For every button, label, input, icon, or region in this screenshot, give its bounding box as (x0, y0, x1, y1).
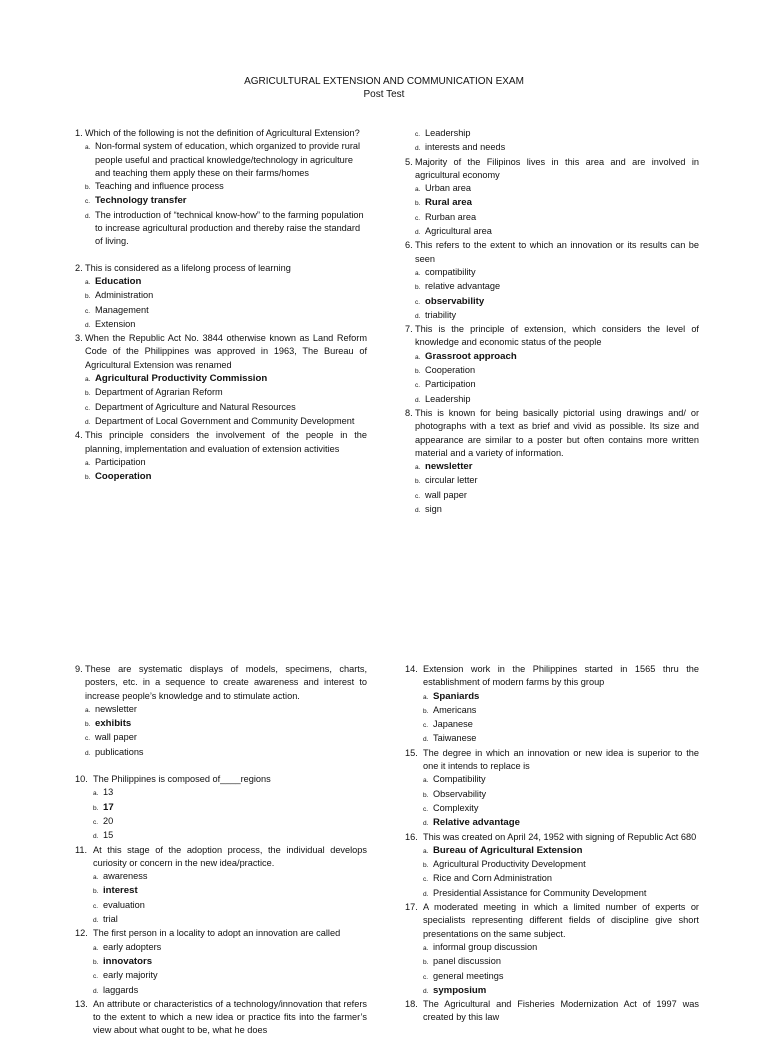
option-letter: c. (423, 722, 429, 730)
option-text: circular letter (425, 475, 478, 486)
answer-option-correct (423, 844, 699, 858)
option-letter: c. (423, 973, 429, 981)
right-column (405, 127, 699, 517)
option-text: Compatibility (433, 774, 486, 785)
option-letter: d. (415, 312, 421, 320)
question-item (75, 429, 367, 484)
answer-option (93, 815, 367, 829)
option-letter: d. (85, 418, 91, 426)
answer-option-correct (415, 295, 699, 309)
answer-option (85, 415, 367, 429)
answer-options (405, 941, 699, 998)
option-text: Rural area (425, 197, 472, 209)
option-text: 15 (103, 830, 114, 841)
answer-option (423, 802, 699, 816)
question-number: 4. (75, 430, 83, 441)
option-letter: d. (85, 321, 91, 329)
answer-option (423, 858, 699, 872)
option-letter: c. (415, 298, 421, 306)
answer-options (405, 350, 699, 407)
answer-option (415, 378, 699, 392)
option-text: compatibility (425, 266, 476, 277)
answer-option (423, 941, 699, 955)
option-letter: b. (415, 200, 421, 208)
option-text: Administration (95, 290, 154, 301)
answer-option (415, 225, 699, 239)
question-text: This was created on April 24, 1952 with signing of Republic Act 680 (423, 831, 697, 842)
answer-option-correct (423, 984, 699, 998)
option-letter: c. (85, 404, 91, 412)
answer-option (85, 386, 367, 400)
option-text: Technology transfer (95, 195, 187, 207)
option-letter: b. (85, 721, 91, 729)
question-item (405, 156, 699, 240)
option-text: early adopters (103, 941, 162, 952)
option-letter: d. (85, 212, 91, 220)
answer-options (405, 844, 699, 901)
answer-options (405, 773, 699, 830)
question-text: The degree in which an innovation or new idea is superior to the one it intends to replace is (423, 747, 699, 772)
option-text: trial (103, 914, 118, 925)
answer-option (85, 746, 367, 760)
option-text: sign (425, 504, 442, 515)
option-letter: d. (93, 833, 99, 841)
option-text: 17 (103, 801, 114, 813)
option-letter: a. (423, 693, 429, 701)
answer-options (405, 266, 699, 323)
question-item (75, 773, 367, 843)
option-text: early majority (103, 970, 158, 981)
answer-option (85, 703, 367, 717)
option-text: evaluation (103, 899, 145, 910)
answer-options (405, 460, 699, 517)
option-letter: d. (423, 820, 429, 828)
answer-option-correct (93, 884, 367, 898)
option-text: awareness (103, 871, 148, 882)
option-text: Department of Agrarian Reform (95, 387, 223, 398)
answer-options (405, 690, 699, 747)
option-letter: a. (93, 790, 99, 798)
option-text: Education (95, 275, 142, 287)
answer-option-correct (415, 196, 699, 210)
question-text: This is considered as a lifelong process of learning (85, 262, 291, 273)
option-text: wall paper (95, 732, 137, 743)
answer-option (415, 266, 699, 280)
question-text: This refers to the extent to which an innovation or its results can be seen (415, 240, 699, 264)
option-letter: d. (93, 987, 99, 995)
answer-option-correct (93, 955, 367, 969)
answer-option-correct (415, 350, 699, 364)
question-number: 8. (405, 407, 413, 418)
option-text: Rurban area (425, 211, 477, 222)
answer-option (85, 456, 367, 470)
option-letter: a. (93, 944, 99, 952)
answer-option (415, 489, 699, 503)
answer-option (423, 955, 699, 969)
question-number: 17. (405, 902, 418, 913)
option-letter: c. (93, 818, 99, 826)
question-text: An attribute or characteristics of a technology/innovation that refers to the extent to which a new idea or practice fits into the farmer’s view about what ought to be, what he does (93, 998, 367, 1036)
answer-option (415, 182, 699, 196)
option-letter: b. (93, 804, 99, 812)
answer-option (415, 393, 699, 407)
option-letter: a. (415, 186, 421, 194)
exam-title: AGRICULTURAL EXTENSION AND COMMUNICATION EXAM (244, 76, 524, 87)
option-letter: c. (415, 214, 421, 222)
option-letter: b. (93, 888, 99, 896)
answer-options (75, 275, 367, 332)
question-text: A moderated meeting in which a limited number of experts or specialists representing different fields of discipline give short presentations on the same subject. (423, 902, 699, 939)
question-number: 18. (405, 999, 418, 1010)
answer-option-correct (93, 801, 367, 815)
option-letter: a. (85, 278, 91, 286)
answer-option-correct (423, 816, 699, 830)
option-letter: b. (415, 478, 421, 486)
option-letter: c. (85, 307, 91, 315)
option-text: 20 (103, 815, 114, 826)
question-item (405, 663, 699, 747)
question-text: Which of the following is not the definition of Agricultural Extension? (85, 128, 360, 138)
answer-options (75, 786, 367, 843)
answer-option (423, 732, 699, 746)
option-text: Agricultural area (425, 226, 492, 237)
option-letter: a. (423, 847, 429, 855)
answer-options (75, 870, 367, 927)
option-text: 13 (103, 787, 114, 798)
option-text: Cooperation (425, 365, 476, 376)
exam-subtitle: Post Test (363, 89, 405, 100)
option-text: The introduction of “technical know-how” to the farming population to increase agricultural production and thereby raise the standard of living. (95, 209, 364, 247)
option-text: interests and needs (425, 142, 506, 153)
answer-option (93, 913, 367, 927)
option-text: Urban area (425, 183, 471, 194)
answer-option-correct (85, 275, 367, 289)
answer-option (85, 401, 367, 415)
option-text: panel discussion (433, 956, 501, 967)
option-letter: c. (85, 735, 91, 743)
option-text: publications (95, 746, 144, 757)
option-text: triability (425, 309, 457, 320)
question-item (405, 239, 699, 323)
option-letter: a. (85, 459, 91, 467)
answer-option (93, 829, 367, 843)
option-text: Complexity (433, 802, 479, 813)
answer-option (423, 788, 699, 802)
option-letter: c. (415, 131, 421, 138)
question-item (75, 332, 367, 429)
option-letter: d. (415, 507, 421, 515)
option-letter: b. (415, 368, 421, 376)
option-text: Extension (95, 318, 136, 329)
option-text: relative advantage (425, 281, 501, 292)
option-text: newsletter (425, 461, 473, 473)
option-text: observability (425, 295, 485, 307)
option-text: Americans (433, 704, 477, 715)
question-text: The Agricultural and Fisheries Modernization Act of 1997 was created by this law (423, 999, 699, 1023)
answer-option (423, 704, 699, 718)
question-item (75, 127, 367, 249)
answer-option (85, 180, 367, 194)
option-letter: d. (415, 145, 421, 153)
option-letter: a. (85, 706, 91, 714)
option-letter: b. (93, 958, 99, 966)
answer-option (423, 887, 699, 901)
answer-option (415, 127, 699, 141)
option-letter: d. (415, 229, 421, 237)
left-column (75, 127, 367, 484)
answer-option-correct (85, 470, 367, 484)
question-item (75, 262, 367, 332)
option-text: Presidential Assistance for Community Development (433, 887, 647, 898)
option-text: innovators (103, 955, 153, 967)
option-text: Teaching and influence process (95, 181, 224, 192)
option-letter: c. (93, 902, 99, 910)
option-text: Observability (433, 788, 487, 799)
question-text: Extension work in the Philippines started in 1565 thru the establishment of modern farms by this group (423, 664, 699, 688)
option-letter: a. (85, 144, 91, 152)
option-text: Department of Agriculture and Natural Resources (95, 401, 296, 412)
option-letter: a. (423, 944, 429, 952)
question-number: 11. (75, 844, 88, 855)
answer-option (415, 474, 699, 488)
answer-options (75, 140, 367, 248)
option-letter: b. (423, 791, 429, 799)
question-text: The Philippines is composed of____regions (93, 774, 271, 785)
option-text: Bureau of Agricultural Extension (433, 844, 583, 856)
answer-option (415, 503, 699, 517)
answer-option (93, 870, 367, 884)
option-text: symposium (433, 984, 487, 996)
option-letter: c. (93, 973, 99, 981)
question-item (405, 323, 699, 407)
spacer (75, 249, 367, 262)
option-letter: a. (415, 464, 421, 472)
option-text: Spaniards (433, 690, 480, 702)
option-text: exhibits (95, 718, 132, 730)
question-item (75, 927, 367, 997)
question-number: 16. (405, 831, 418, 842)
answer-option (423, 970, 699, 984)
option-text: Relative advantage (433, 817, 520, 829)
option-text: Agricultural Productivity Commission (95, 373, 268, 385)
option-text: Participation (95, 456, 146, 467)
question-text: These are systematic displays of models, specimens, charts, posters, etc. in a sequence to create awareness and interest to increase people’s knowledge and to stimulate action. (85, 664, 367, 701)
question-number: 7. (405, 324, 413, 335)
answer-option (423, 872, 699, 886)
question-item (75, 663, 367, 760)
question-item (405, 831, 699, 901)
answer-option-correct (85, 717, 367, 731)
question-text: This is known for being basically pictorial using drawings and/ or photographs with a text as brief and vivid as possible. Its size and appearance are similar to a poster but often contains more written material and a variety of information. (415, 407, 699, 458)
option-text: wall paper (425, 489, 467, 500)
option-letter: b. (423, 707, 429, 715)
question-number: 15. (405, 747, 418, 758)
option-text: interest (103, 885, 138, 897)
option-letter: c. (415, 382, 421, 390)
option-text: Management (95, 304, 149, 315)
option-text: Cooperation (95, 471, 152, 483)
question-text: At this stage of the adoption process, the individual develops curiosity or concern in the new idea/practice. (93, 844, 367, 868)
answer-option (415, 211, 699, 225)
left-column (75, 663, 367, 1038)
option-letter: a. (415, 353, 421, 361)
right-column (405, 663, 699, 1025)
option-text: informal group discussion (433, 941, 538, 952)
option-letter: c. (423, 876, 429, 884)
answer-option (423, 718, 699, 732)
question-number: 10. (75, 774, 88, 785)
option-letter: a. (93, 874, 99, 882)
question-number: 12. (75, 928, 88, 939)
question-number: 2. (75, 262, 83, 273)
answer-option-correct (85, 372, 367, 386)
question-text: When the Republic Act No. 3844 otherwise known as Land Reform Code of the Philippines was approved in 1963, The Bureau of Agricultural Extension was renamed (85, 333, 367, 370)
option-text: Leadership (425, 393, 471, 404)
option-text: Grassroot approach (425, 350, 517, 362)
answer-option (423, 773, 699, 787)
question-item (405, 747, 699, 831)
answer-option (93, 941, 367, 955)
option-letter: d. (423, 987, 429, 995)
option-letter: d. (415, 396, 421, 404)
option-letter: d. (85, 749, 91, 757)
option-text: Leadership (425, 128, 471, 138)
answer-option (85, 731, 367, 745)
option-letter: d. (93, 917, 99, 925)
question-number: 5. (405, 156, 413, 167)
question-item (405, 901, 699, 998)
option-letter: a. (85, 376, 91, 384)
option-letter: d. (423, 736, 429, 744)
question-number: 13. (75, 998, 88, 1009)
option-letter: c. (85, 198, 91, 206)
option-text: general meetings (433, 970, 504, 981)
option-letter: b. (85, 474, 91, 482)
option-text: Agricultural Productivity Development (433, 859, 586, 870)
answer-option (415, 280, 699, 294)
option-text: Taiwanese (433, 733, 477, 744)
option-text: Japanese (433, 719, 473, 730)
exam-page-2 (0, 640, 768, 1036)
option-letter: b. (85, 390, 91, 398)
question-item (75, 844, 367, 928)
answer-option (93, 899, 367, 913)
question-text: This principle considers the involvement of the people in the planning, implementation and evaluation of extension activities (85, 430, 367, 454)
answer-option (93, 969, 367, 983)
answer-option-correct (415, 460, 699, 474)
question-item (405, 407, 699, 517)
option-letter: a. (423, 777, 429, 785)
question-number: 3. (75, 333, 83, 344)
question-text: This is the principle of extension, which considers the level of knowledge and economic status of the people (415, 324, 699, 348)
question-number: 6. (405, 240, 413, 251)
option-text: Rice and Corn Administration (433, 873, 552, 884)
answer-options (75, 372, 367, 429)
option-text: Non-formal system of education, which organized to provide rural people useful and practical knowledge/technology in agriculture and teaching them apply these on their farms/homes (95, 141, 361, 178)
question-item (75, 998, 367, 1038)
answer-options (75, 456, 367, 485)
answer-option (415, 364, 699, 378)
answer-options (75, 941, 367, 998)
answer-options (75, 703, 367, 760)
option-text: Department of Local Government and Community Development (95, 415, 355, 426)
answer-option (85, 318, 367, 332)
answer-option (415, 309, 699, 323)
answer-option-correct (85, 194, 367, 208)
option-letter: d. (423, 890, 429, 898)
question-item (405, 998, 699, 1025)
option-letter: b. (423, 862, 429, 870)
option-text: Participation (425, 379, 476, 390)
option-letter: a. (415, 269, 421, 277)
option-letter: b. (415, 284, 421, 292)
option-text: newsletter (95, 703, 137, 714)
answer-option-correct (423, 690, 699, 704)
answer-options (405, 127, 699, 156)
answer-option (93, 786, 367, 800)
spacer (75, 760, 367, 773)
answer-option (85, 209, 367, 249)
answer-option (415, 141, 699, 155)
option-letter: b. (85, 293, 91, 301)
option-letter: c. (415, 492, 421, 500)
answer-option (85, 304, 367, 318)
option-letter: b. (85, 184, 91, 192)
question-text: The first person in a locality to adopt an innovation are called (93, 928, 341, 939)
option-text: laggards (103, 984, 139, 995)
option-letter: b. (423, 959, 429, 967)
question-number: 14. (405, 664, 418, 674)
answer-options (405, 182, 699, 239)
question-item (405, 127, 699, 156)
question-text: Majority of the Filipinos lives in this area and are involved in agricultural economy (415, 156, 699, 180)
answer-option (85, 140, 367, 180)
question-number: 1. (75, 128, 83, 138)
question-number: 9. (75, 664, 83, 674)
option-letter: c. (423, 805, 429, 813)
answer-option (93, 984, 367, 998)
answer-option (85, 289, 367, 303)
